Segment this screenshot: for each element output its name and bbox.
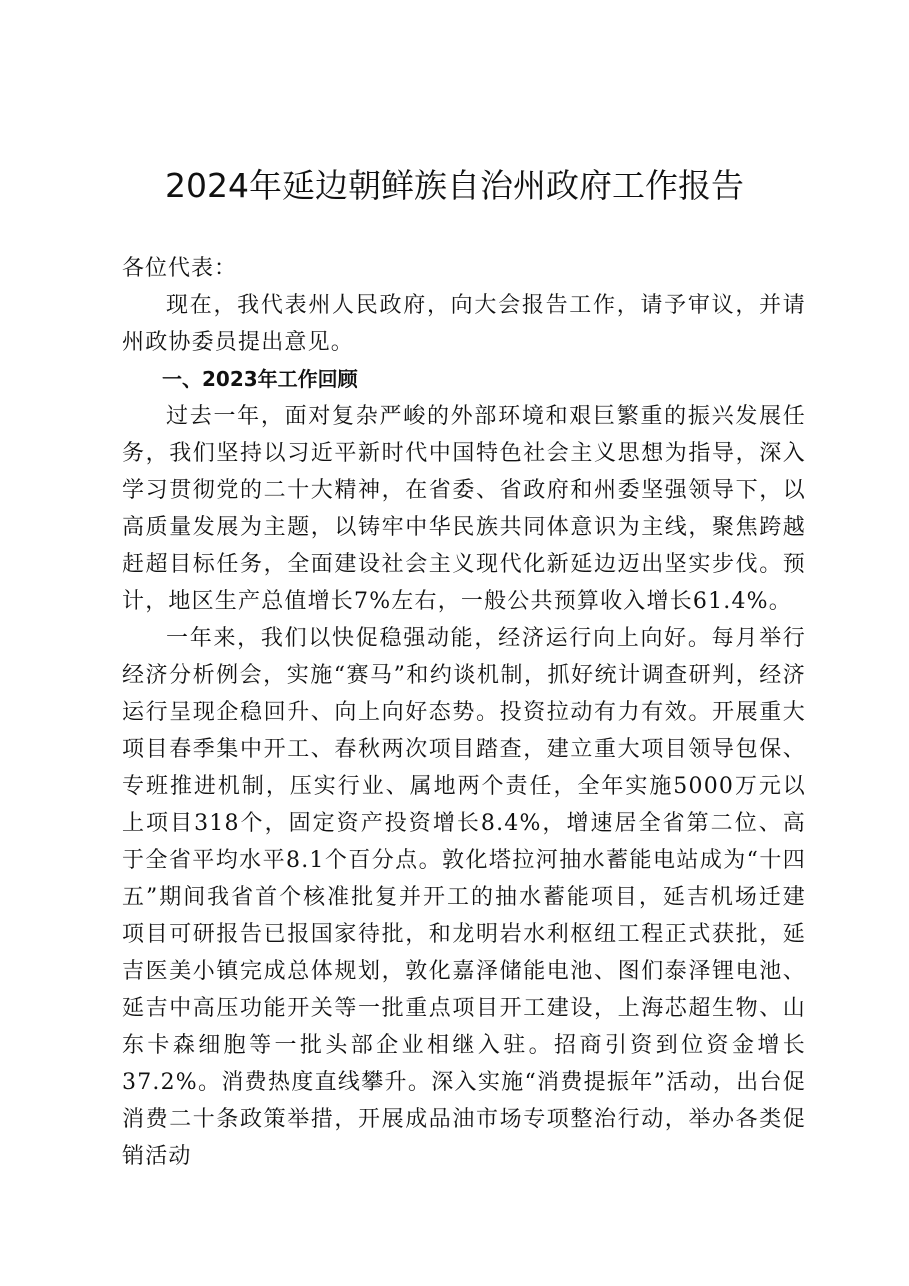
paragraph-overview: 过去一年，面对复杂严峻的外部环境和艰巨繁重的振兴发展任务，我们坚持以习近平新时代中国特色社会主义思想为指导，深入学习贯彻党的二十大精神，在省委、省政府和州委坚强领导下，以高质量发展为主题，以铸牢中华民族共同体意识为主线，聚焦跨越赶超目标任务，全面建设社会主义现代化新延边迈出坚实步伐。预计，地区生产总值增长7%左右，一般公共预算收入增长61.4%。 [122,404,806,614]
section-heading: 一、2023年工作回顾 [162,367,358,391]
document-body [122,250,806,1175]
paragraph-intro: 现在，我代表州人民政府，向大会报告工作，请予审议，并请州政协委员提出意见。 [122,293,806,355]
salutation: 各位代表： [122,256,238,281]
document-title: 2024年延边朝鲜族自治州政府工作报告 [165,166,744,205]
paragraph-economy: 一年来，我们以快促稳强动能，经济运行向上向好。每月举行经济分析例会，实施“赛马”和约谈机制，抓好统计调查研判，经济运行呈现企稳回升、向上向好态势。投资拉动有力有效。开展重大项目春季集中开工、春秋两次项目踏查，建立重大项目领导包保、专班推进机制，压实行业、属地两个责任，全年实施5000万元以上项目318个，固定资产投资增长8.4%，增速居全省第二位、高于全省平均水平8.1个百分点。敦化塔拉河抽水蓄能电站成为“十四五”期间我省首个核准批复并开工的抽水蓄能项目，延吉机场迁建项目可研报告已报国家待批，和龙明岩水利枢纽工程正式获批，延吉医美小镇完成总体规划，敦化嘉泽储能电池、图们泰泽锂电池、延吉中高压功能开关等一批重点项目开工建设，上海芯超生物、山东卡森细胞等一批头部企业相继入驻。招商引资到位资金增长37.2%。消费热度直线攀升。深入实施“消费提振年”活动，出台促消费二十条政策举措，开展成品油市场专项整治行动，举办各类促销活动 [122,626,806,1169]
